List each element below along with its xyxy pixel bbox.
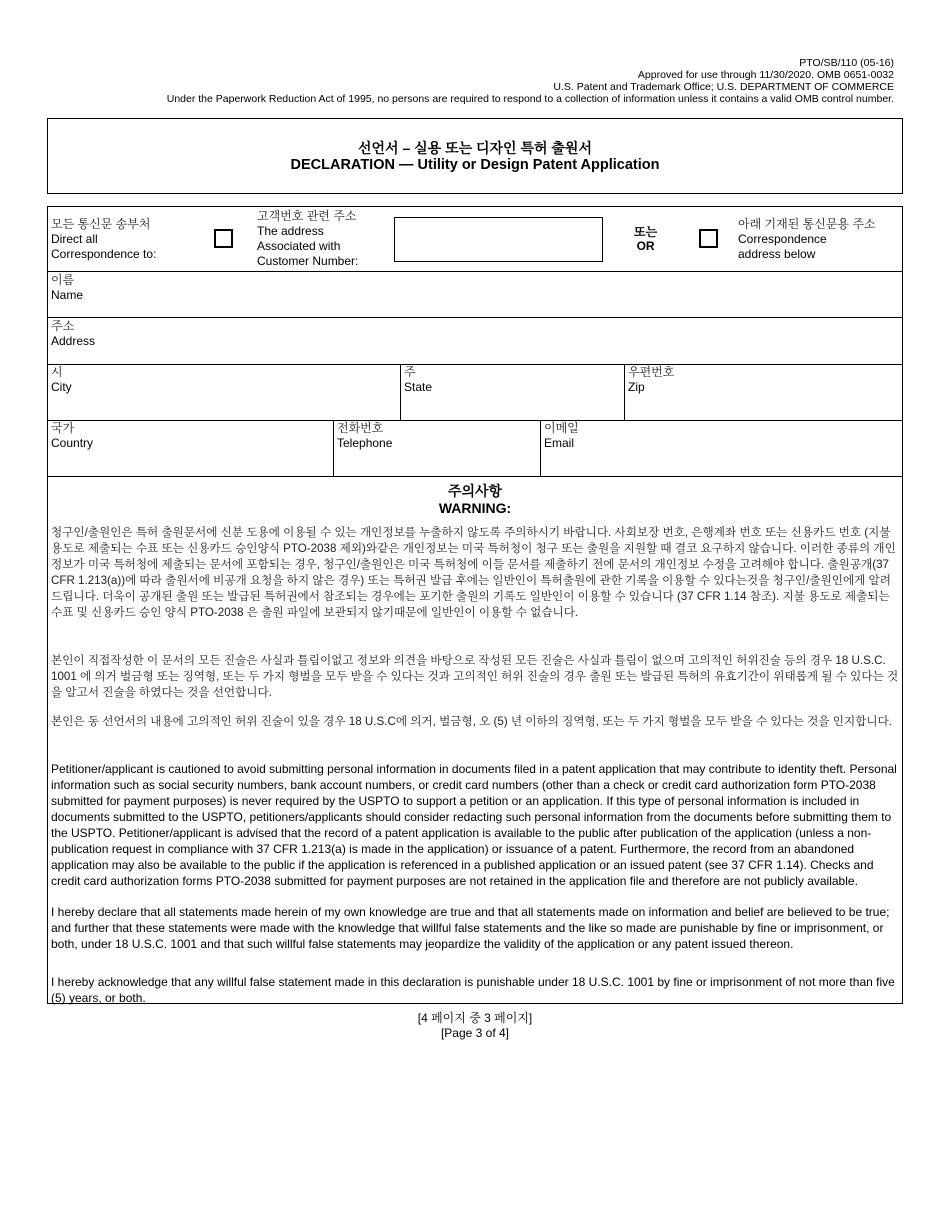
address-label: Address: [51, 334, 96, 348]
page-footer: [0, 1011, 950, 1041]
or-label: 또는 OR: [634, 225, 658, 253]
title-box: [47, 118, 903, 194]
warning-paragraph-ko-1: 청구인/출원인은 특허 출원문서에 신분 도용에 이용될 수 있는 개인정보를 누출하지 않도록 주의하시기 바랍니다. 사회보장 번호, 은행계좌 번호 또는 신용카드 번호 (지불용도로 제출되는 수표 또는 신용카드 승인양식 PTO-2038 제외)와같은 개인정보는 미국 특허청이 청구 또는 출원을 지원할 때 결코 요구하지 않습니다. 이러한 종류의 개인정보가 미국 특허청에 제출되는 문서에 포함되는 경우, 청구인/출원인은 미국 특허청에 이들 문서를 제출하기 전에 문서의 개인정보 수정을 고려해야 합니다. 출원공개(37 CFR 1.213(a))에 따라 출원서에 비공개 요청을 하지 않은 경우) 또는 특허권 발급 후에는 일반인이 특허출원에 관한 기록을 이용할 수 있다는것을 청구인/출원인에게 알려드립니다. 더욱이 공개된 출원 또는 발급된 특허권에서 참조되는 경우에는 포기한 출원의 기록도 일반인이 이용할 수 있습니다 (37 CFR 1.14 참조). 지불 용도로 제출되는 수표 및 신용카드 승인 양식 PTO-2038 은 출원 파일에 보관되지 않기때문에 일반인이 이용할 수 없습니다.: [51, 526, 896, 619]
warning-paragraph-en-2: I hereby declare that all statements made herein of my own knowledge are true and that all statements made on information and belief are believed to be true; and further that these statements were made with the knowledge that willful false statements and the like so made are punishable by fine or imprisonment, or both, under 18 U.S.C. 1001 and that such willful false statements may jeopardize the validity of the application or any patent issued thereon.: [51, 905, 890, 951]
customer-number-label: 고객번호 관련 주소 The address Associated with Customer Number:: [257, 209, 359, 268]
warning-section: [48, 477, 902, 517]
warning-paragraph-en-1: Petitioner/applicant is cautioned to avoid submitting personal information in documents filed in a patent application that may contribute to identity theft. Personal information such as social security numbers, bank account numbers, or credit card numbers (other than a check or credit card authorization form PTO-2038 submitted for payment purposes) is never required by the USPTO to support a petition or an application. If this type of personal information is included in documents submitted to the USPTO, petitioners/applicants should consider redacting such personal information from the documents before submitting them to the USPTO. Petitioner/applicant is advised that the record of a patent application is available to the public after publication of the application (unless a non-publication request in compliance with 37 CFR 1.213(a) is made in the application) or issuance of a patent. Furthermore, the record from an abandoned application may also be available to the public if the application is referenced in a published application or an issued patent (see 37 CFR 1.14). Checks and credit card authorization forms PTO-2038 submitted for payment purposes are not retained in the application file and therefore are not publicly available.: [51, 762, 897, 888]
page-title: DECLARATION — Utility or Design Patent Application: [290, 157, 660, 173]
paperwork-notice: Under the Paperwork Reduction Act of 1995, no persons are required to respond to a collection of information unless it contains a valid OMB control number.: [166, 93, 894, 105]
country-label: Country: [51, 436, 94, 450]
telephone-label-ko: 전화번호: [337, 421, 384, 435]
agency-name: U.S. Patent and Trademark Office; U.S. DEPARTMENT OF COMMERCE: [553, 81, 894, 93]
address-label-ko: 주소: [51, 319, 75, 333]
country-label-ko: 국가: [51, 421, 75, 435]
omb-approval: Approved for use through 11/30/2020. OMB 0651-0032: [637, 69, 894, 81]
form-number: PTO/SB/110 (05-16): [799, 57, 894, 69]
email-label: Email: [544, 436, 575, 450]
zip-label-ko: 우편번호: [628, 365, 675, 379]
city-label-ko: 시: [51, 365, 63, 379]
zip-field[interactable]: [624, 365, 902, 420]
city-state-zip-row: [48, 365, 902, 421]
direct-correspondence-label: 모든 통신문 송부처 Direct all Correspondence to:: [51, 217, 157, 261]
correspondence-below-checkbox[interactable]: [699, 229, 718, 248]
warning-paragraph-en-3: I hereby acknowledge that any willful false statement made in this declaration is punishable under 18 U.S.C. 1001 by fine or imprisonment of not more than five (5) years, or both.: [51, 975, 895, 1005]
telephone-field[interactable]: [333, 421, 540, 476]
customer-number-input[interactable]: [394, 217, 603, 262]
warning-title-ko: 주의사항: [447, 483, 503, 499]
warning-title: WARNING:: [438, 500, 512, 516]
declaration-form: [47, 206, 903, 1004]
telephone-label: Telephone: [337, 436, 393, 450]
email-label-ko: 이메일: [544, 421, 579, 435]
page-title-korean: 선언서 – 실용 또는 디자인 특허 출원서: [358, 140, 592, 156]
zip-label: Zip: [628, 380, 645, 394]
warning-paragraph-ko-2: 본인이 직접작성한 이 문서의 모든 진술은 사실과 틀림이없고 정보와 의견을 바탕으로 작성된 모든 진술은 사실과 틀림이 없으며 고의적인 허위진술 등의 경우 18 U.S.C. 1001 에 의거 벌금형 또는 징역형, 또는 두 가지 형벌을 모두 받을 수 있다는 것과 고의적인 허위 진술의 경우 출원 또는 발급된 특허의 유효기간이 위태롭게 될 수 있다는 것을 알고서 진술을 하였다는 것을 선언합니다.: [51, 654, 899, 699]
state-label: State: [404, 380, 433, 394]
state-field[interactable]: [400, 365, 624, 420]
state-label-ko: 주: [404, 365, 416, 379]
name-label: Name: [51, 288, 84, 302]
country-telephone-email-row: [48, 421, 902, 477]
city-field[interactable]: [51, 365, 397, 420]
city-label: City: [51, 380, 72, 394]
email-field[interactable]: [540, 421, 902, 476]
address-field[interactable]: [48, 318, 902, 365]
name-field[interactable]: [48, 272, 902, 318]
correspondence-row: [48, 207, 902, 272]
name-label-ko: 이름: [51, 273, 75, 287]
page-number: [Page 3 of 4]: [440, 1026, 510, 1040]
page-number-ko: [4 페이지 중 3 페이지]: [417, 1011, 533, 1025]
country-field[interactable]: [51, 421, 331, 476]
correspondence-below-label: 아래 기재된 통신문용 주소 Correspondence address below: [738, 217, 876, 261]
form-header: [167, 57, 894, 105]
warning-paragraph-ko-3: 본인은 동 선언서의 내용에 고의적인 허위 진술이 있을 경우 18 U.S.C에 의거, 벌금형, 오 (5) 년 이하의 징역형, 또는 두 가지 형벌을 모두 받을 수 있다는 것을 인지합니다.: [51, 715, 893, 728]
customer-number-checkbox[interactable]: [214, 229, 233, 248]
